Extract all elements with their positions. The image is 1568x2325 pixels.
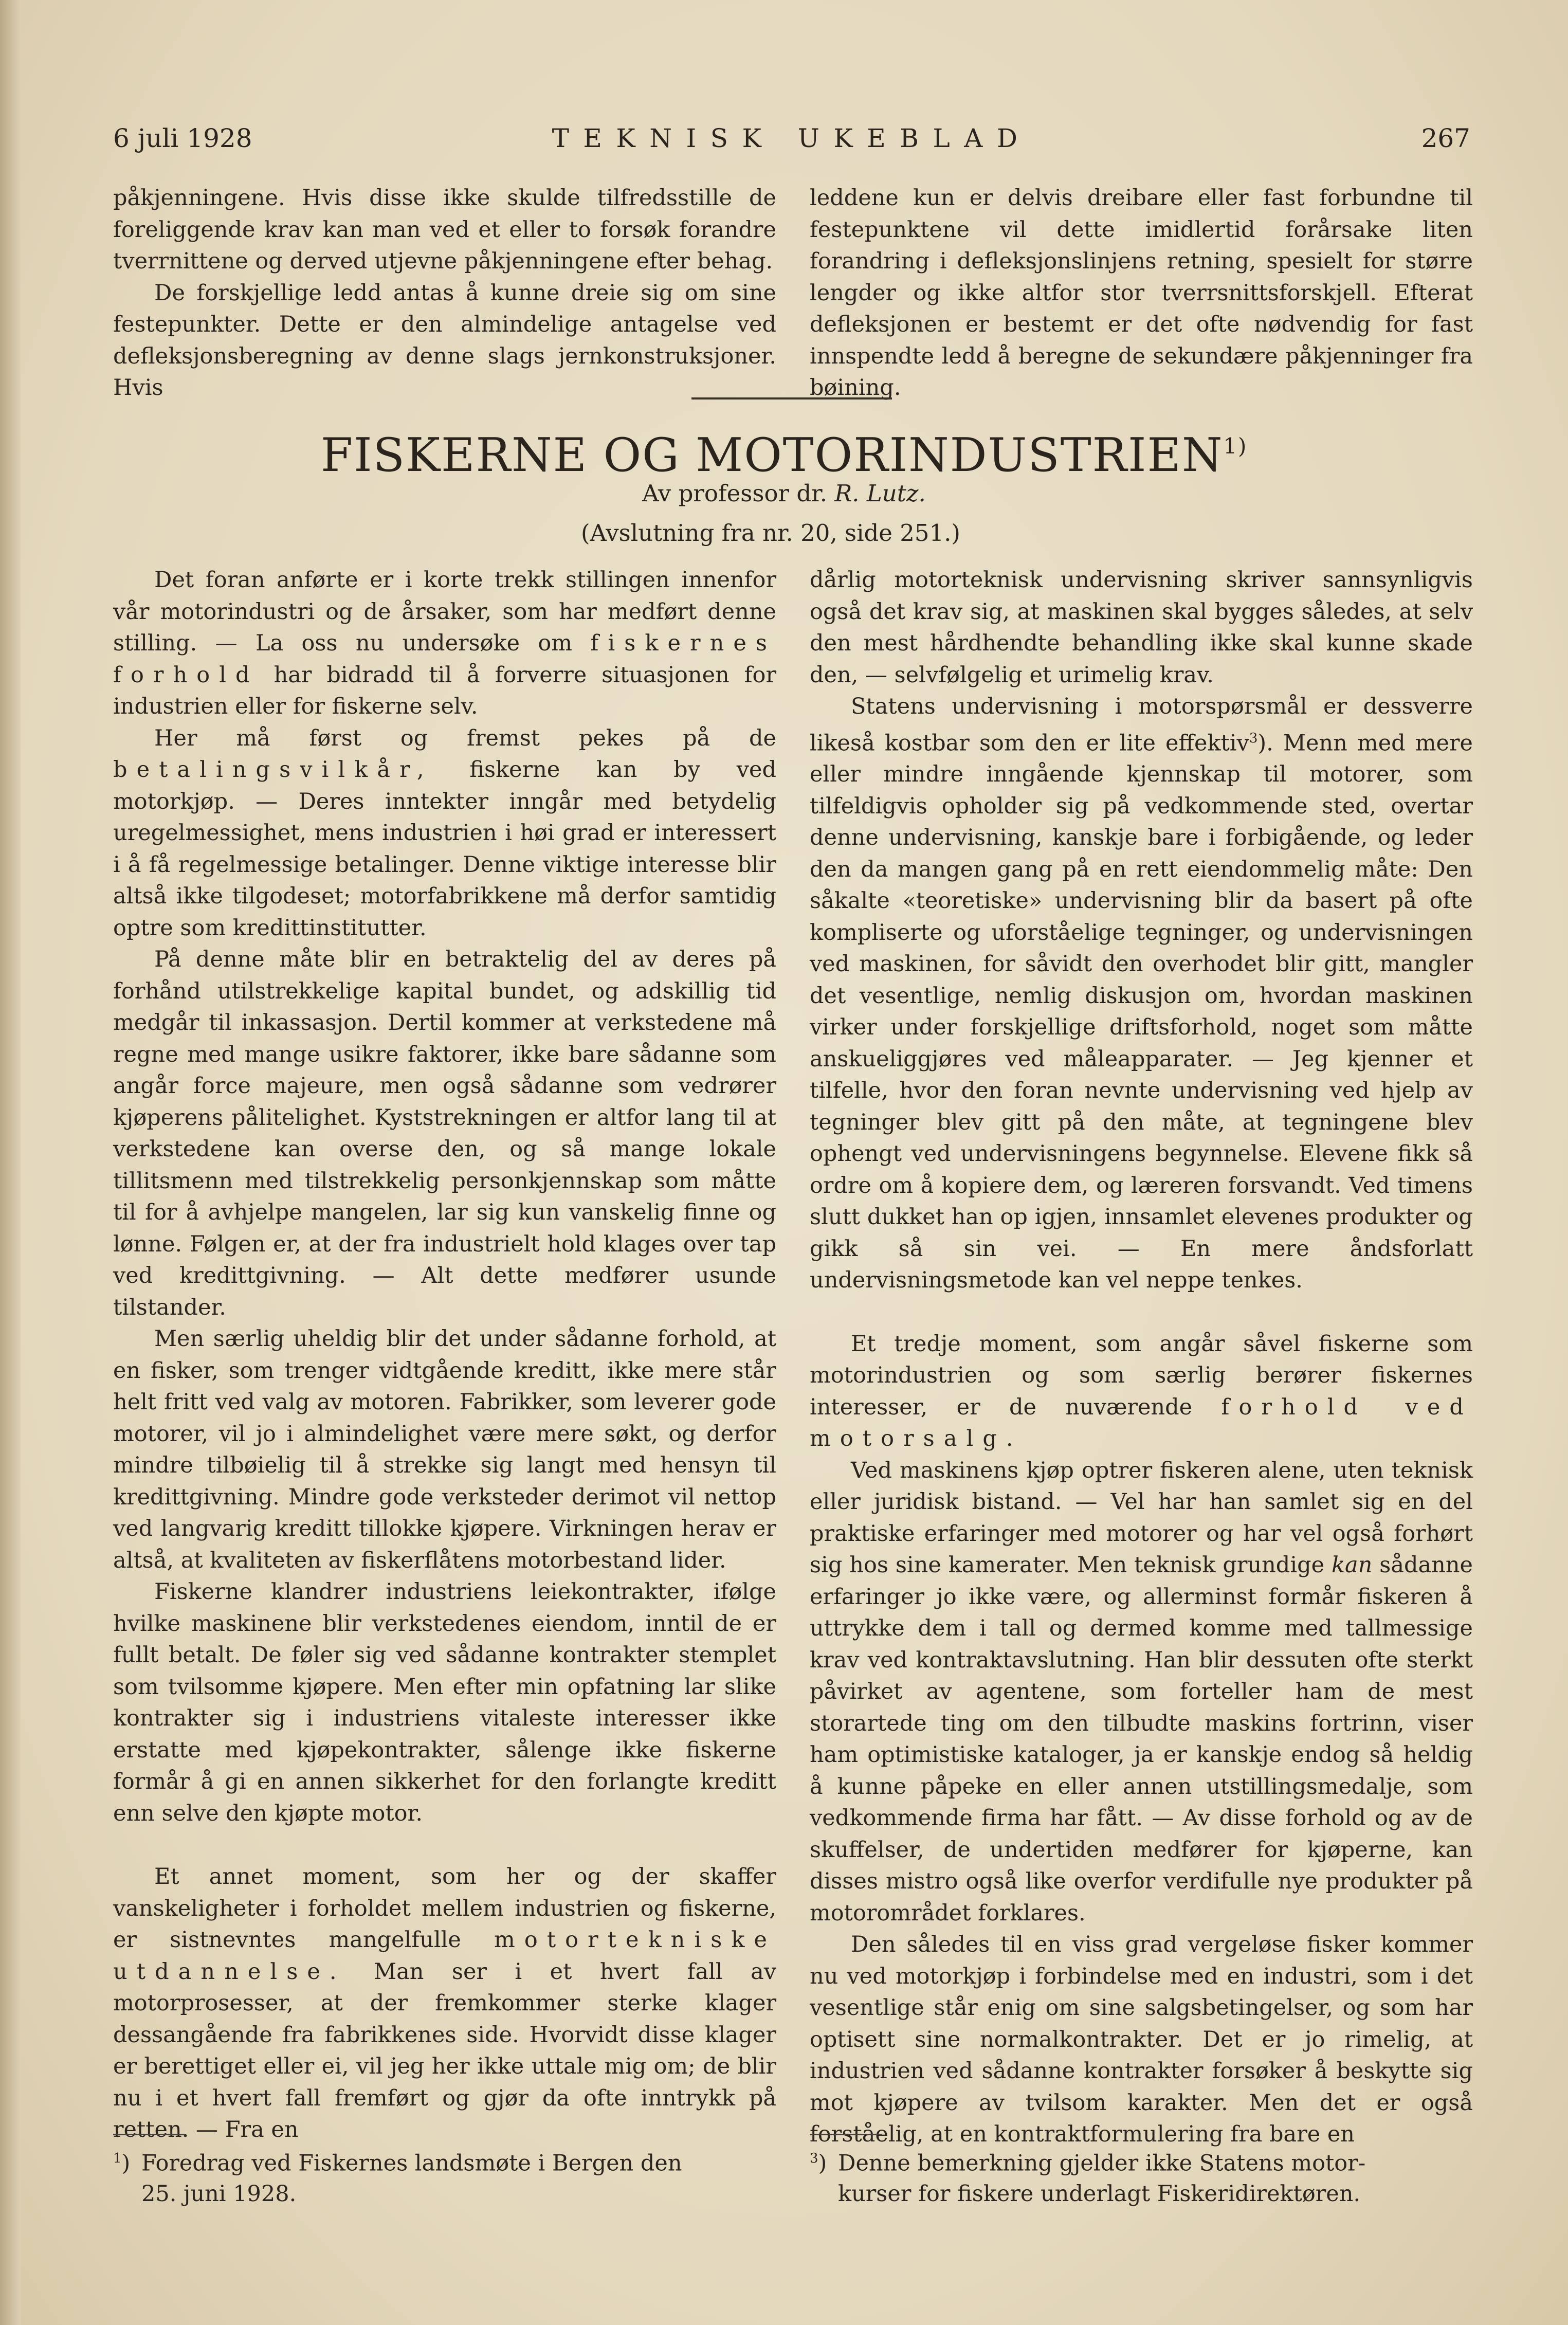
- article-right-column: [810, 565, 1473, 2151]
- paragraph: Det foran anførte er i korte trekk stillingen innenfor vår motorindustri og de årsaker, som har medført denne stilling. — La oss nu undersøke om fiskernes forhold har bidradd til å forverre situasjonen for industrien eller for fiskerne selv.: [113, 567, 776, 719]
- binding-edge: [0, 0, 21, 2325]
- footnote-divider: [113, 2134, 185, 2135]
- paragraph: dårlig motorteknisk undervisning skriver sannsynligvis også det krav sig, at maskinen skal bygges således, at selv den mest hårdhendte behandling ikke skal kunne skade den, — selvfølgelig et urimelig krav.: [810, 567, 1473, 688]
- paragraph: Et annet moment, som her og der skaffer vanskeligheter i forholdet mellem industrien og fiskerne, er sistnevntes mangelfulle motortekniske utdannelse. Man ser i et hvert fall av motorprosesser, at der fremkommer sterke klager dessangående fra fabrikkenes side. Hvorvidt disse klager er berettiget eller ei, vil jeg her ikke uttale mig om; de blir nu i et hvert fall fremført og gjør da ofte inntrykk på retten. — Fra en: [113, 1864, 776, 2142]
- author-name: R. Lutz.: [834, 480, 926, 507]
- section-divider: [691, 397, 892, 399]
- page-number: 267: [1421, 123, 1470, 153]
- paragraph: De forskjellige ledd antas å kunne dreie sig om sine festepunkter. Dette er den almindelige antagelse ved defleksjonsberegning av denne slags jernkonstruksjoner. Hvis: [113, 280, 776, 401]
- continuation-note: (Avslutning fra nr. 20, side 251.): [581, 519, 960, 547]
- paragraph: Ved maskinens kjøp optrer fiskeren alene, uten teknisk eller juridisk bistand. — Vel har han samlet sig en del praktiske erfaringer med motorer og har vel også forhørt sig hos sine kamerater. Men teknisk grundige kan sådanne erfaringer jo ikke være, og allerminst formår fiskeren å uttrykke dem i tall og dermed komme med tallmessige krav ved kontraktavslutning. Han blir dessuten ofte sterkt påvirket av agentene, som forteller ham de mest storartede ting om den tilbudte maskins fortrinn, viser ham optimistiske kataloger, ja er kanskje endog så heldig å kunne påpeke en eller annen utstillingsmedalje, som vedkommende firma har fått. — Av disse forhold og av de skuffelser, de undertiden medfører for kjøperne, kan disses mistro også like overfor verdifulle nye produkter på motorområdet forklares.: [810, 1457, 1473, 1926]
- article-left-column: [113, 565, 776, 2146]
- footnote-ref: 3: [1249, 730, 1258, 746]
- byline: [0, 480, 1568, 507]
- previous-article-right-column: [810, 183, 1473, 404]
- paragraph: Fiskerne klandrer industriens leiekontrakter, ifølge hvilke maskinene blir verkstedenes eiendom, inntil de er fullt betalt. De føler sig ved sådanne kontrakter stemplet som tvilsomme kjøpere. Men efter min opfatning lar slike kontrakter sig i industriens vitaleste interesser ikke erstatte med kjøpekontrakter, sålenge ikke fiskerne formår å gi en annen sikkerhet for den forlangte kreditt enn selve den kjøpte motor.: [113, 1579, 776, 1826]
- article-title: [0, 421, 1568, 481]
- footnote-3: $^3$) Denne bemerkning gjelder ikke Statens motor- kurser for fiskere underlagt Fiskeridirektøren.: [810, 2150, 1366, 2207]
- paragraph: På denne måte blir en betraktelig del av deres på forhånd utilstrekkelige kapital bundet, og adskillig tid medgår til inkassasjon. Dertil kommer at verkstedene må regne med mange usikre faktorer, ikke bare sådanne som angår force majeure, men også sådanne som vedrører kjøperens pålitelighet. Kyststrekningen er altfor lang til at verkstedene kan overse den, og så mange lokale tillitsmenn med tilstrekkelig personkjennskap som måtte til for å avhjelpe mangelen, lar sig kun vanskelig finne og lønne. Følgen er, at der fra industrielt hold klages over tap ved kredittgivning. — Alt dette medfører usunde tilstander.: [113, 947, 776, 1320]
- title-footnote-mark: 1): [1223, 433, 1248, 459]
- journal-title: TEKNISK UKEBLAD: [552, 123, 1032, 153]
- paragraph: leddene kun er delvis dreibare eller fast forbundne til festepunktene vil dette imidlertid forårsake liten forandring i defleksjonslinjens retning, spesielt for større lengder og ikke altfor stor tverrsnittsforskjell. Efterat defleksjonen er bestemt er det ofte nødvendig for fast innspendte ledd å beregne de sekundære påkjenninger fra bøining.: [810, 185, 1473, 401]
- footnote-divider: [810, 2134, 882, 2135]
- byline-prefix: Av professor dr.: [642, 480, 828, 507]
- paragraph: Men særlig uheldig blir det under sådanne forhold, at en fisker, som trenger vidtgående kreditt, ikke mere står helt fritt ved valg av motoren. Fabrikker, som leverer gode motorer, vil jo i almindelighet være mere søkt, og derfor mindre tilbøielig til å strekke sig langt med hensyn til kredittgivning. Mindre gode verksteder derimot vil nettop ved langvarig kreditt tillokke kjøpere. Virkningen herav er altså, at kvaliteten av fiskerflåtens motorbestand lider.: [113, 1326, 776, 1573]
- paragraph: påkjenningene. Hvis disse ikke skulde tilfredsstille de foreliggende krav kan man ved et eller to forsøk forandre tverrnittene og derved utjevne påkjenningene efter behag.: [113, 185, 776, 274]
- page-header: [113, 123, 1470, 165]
- paragraph: Den således til en viss grad vergeløse fisker kommer nu ved motorkjøp i forbindelse med en industri, som i det vesentlige står enig om sine salgsbetingelser, og som har optisett sine normalkontrakter. Det er jo rimelig, at industrien ved sådanne kontrakter forsøker å beskytte sig mot kjøpere av tvilsom karakter. Men det er også forståelig, at en kontraktformulering fra bare en: [810, 1932, 1473, 2148]
- paragraph: Et tredje moment, som angår såvel fiskerne som motorindustrien og som særlig berører fiskernes interesser, er de nuværende forhold ved motorsalg.: [810, 1331, 1473, 1452]
- paragraph: Statens undervisning i motorspørsmål er dessverre likeså kostbar som den er lite effektiv$^3$). Menn med mere eller mindre inngående kjennskap til motorer, som tilfeldigvis opholder sig på vedkommende sted, overtar denne undervisning, kanskje bare i forbigående, og leder den da mangen gang på en rett eiendommelig måte: Den såkalte «teoretiske» undervisning blir da basert på ofte kompliserte og uforståelige tegninger, og undervisningen ved maskinen, for såvidt den overhodet blir gitt, mangler det vesentlige, nemlig diskusjon om, hvordan maskinen virker under forskjellige driftsforhold, noget som måtte anskueliggjøres ved måleapparater. — Jeg kjenner et tilfelle, hvor den foran nevnte undervisning ved hjelp av tegninger blev gitt på den måte, at tegningene blev ophengt ved undervisningens begynnelse. Elevene fikk så ordre om å kopiere dem, og læreren forsvandt. Ved timens slutt dukket han op igjen, innsamlet elevenes produkter og gikk så sin vei. — En mere åndsforlatt undervisningsmetode kan vel neppe tenkes.: [810, 694, 1473, 1294]
- article-title-text: FISKERNE OG MOTORINDUSTRIEN: [320, 428, 1224, 482]
- issue-date: 6 juli 1928: [113, 123, 252, 153]
- footnote-1: $^1$) Foredrag ved Fiskernes landsmøte i Bergen den 25. juni 1928.: [113, 2150, 682, 2207]
- paragraph: Her må først og fremst pekes på de betalingsvilkår, fiskerne kan by ved motorkjøp. — Deres inntekter inngår med betydelig uregelmessighet, mens industrien i høi grad er interessert i å få regelmessige betalinger. Denne viktige interesse blir altså ikke tilgodeset; motorfabrikkene må derfor samtidig optre som kredittinstitutter.: [113, 725, 776, 941]
- previous-article-left-column: [113, 183, 776, 404]
